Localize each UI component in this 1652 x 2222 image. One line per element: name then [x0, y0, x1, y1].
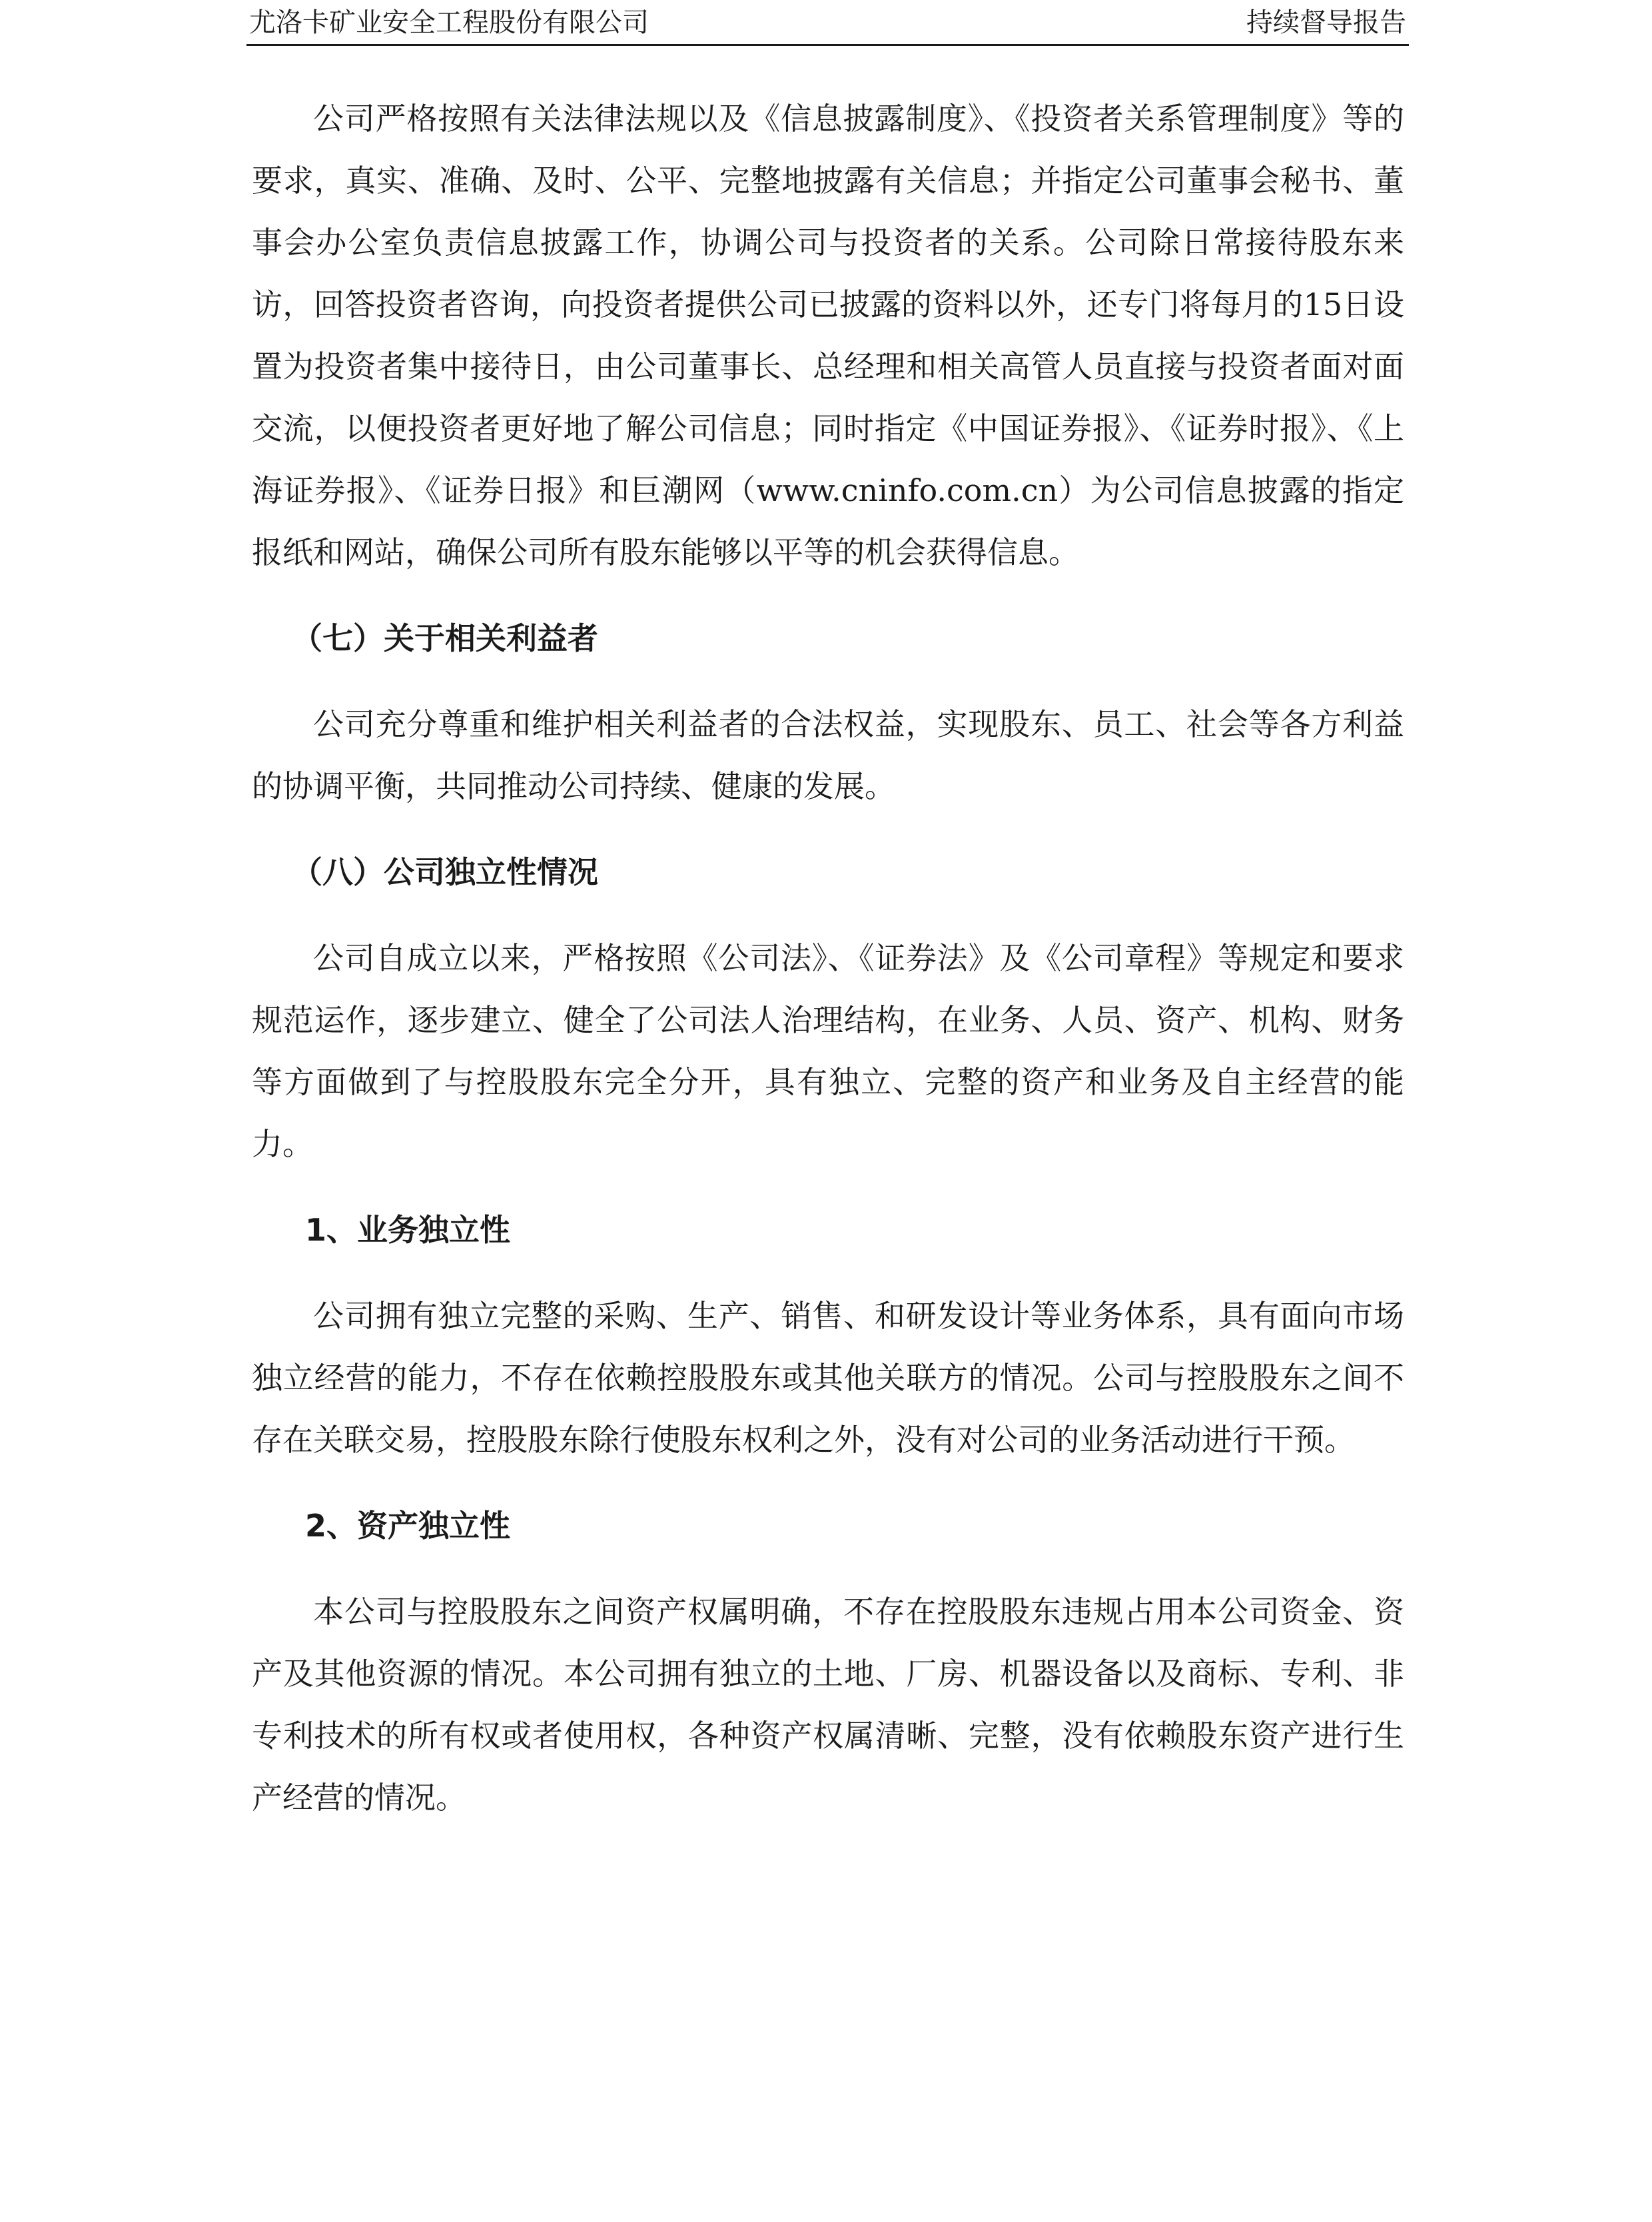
document-body: [252, 88, 1404, 1853]
heading-business-independence: 1、业务独立性: [305, 1212, 511, 1248]
heading-independence: （八）公司独立性情况: [292, 854, 598, 890]
paragraph-stakeholders: 公司充分尊重和维护相关利益者的合法权益，实现股东、员工、社会等各方利益的协调平衡，共同推动公司持续、健康的发展。: [252, 706, 1404, 804]
heading-asset-independence: 2、资产独立性: [305, 1508, 511, 1544]
header-company-name: 尤洛卡矿业安全工程股份有限公司: [249, 7, 649, 38]
paragraph-information-disclosure: 公司严格按照有关法律法规以及《信息披露制度》、《投资者关系管理制度》等的要求，真实、准确、及时、公平、完整地披露有关信息；并指定公司董事会秘书、董事会办公室负责信息披露工作，协调公司与投资者的关系。公司除日常接待股东来访，回答投资者咨询，向投资者提供公司已披露的资料以外，还专门将每月的15日设置为投资者集中接待日，由公司董事长、总经理和相关高管人员直接与投资者面对面交流，以便投资者更好地了解公司信息；同时指定《中国证券报》、《证券时报》、《上海证券报》、《证券日报》和巨潮网（www.cninfo.com.cn）为公司信息披露的指定报纸和网站，确保公司所有股东能够以平等的机会获得信息。: [252, 101, 1404, 570]
paragraph-business-independence: 公司拥有独立完整的采购、生产、销售、和研发设计等业务体系，具有面向市场独立经营的能力，不存在依赖控股股东或其他关联方的情况。公司与控股股东之间不存在关联交易，控股股东除行使股东权利之外，没有对公司的业务活动进行干预。: [252, 1298, 1404, 1458]
paragraph-independence: 公司自成立以来，严格按照《公司法》、《证券法》及《公司章程》等规定和要求规范运作，逐步建立、健全了公司法人治理结构，在业务、人员、资产、机构、财务等方面做到了与控股股东完全分开，具有独立、完整的资产和业务及自主经营的能力。: [252, 940, 1404, 1162]
heading-stakeholders: （七）关于相关利益者: [292, 620, 598, 656]
header-report-title: 持续督导报告: [1246, 7, 1406, 38]
paragraph-asset-independence: 本公司与控股股东之间资产权属明确，不存在控股股东违规占用本公司资金、资产及其他资源的情况。本公司拥有独立的土地、厂房、机器设备以及商标、专利、非专利技术的所有权或者使用权，各种资产权属清晰、完整，没有依赖股东资产进行生产经营的情况。: [252, 1594, 1404, 1816]
page-header: [246, 0, 1409, 46]
